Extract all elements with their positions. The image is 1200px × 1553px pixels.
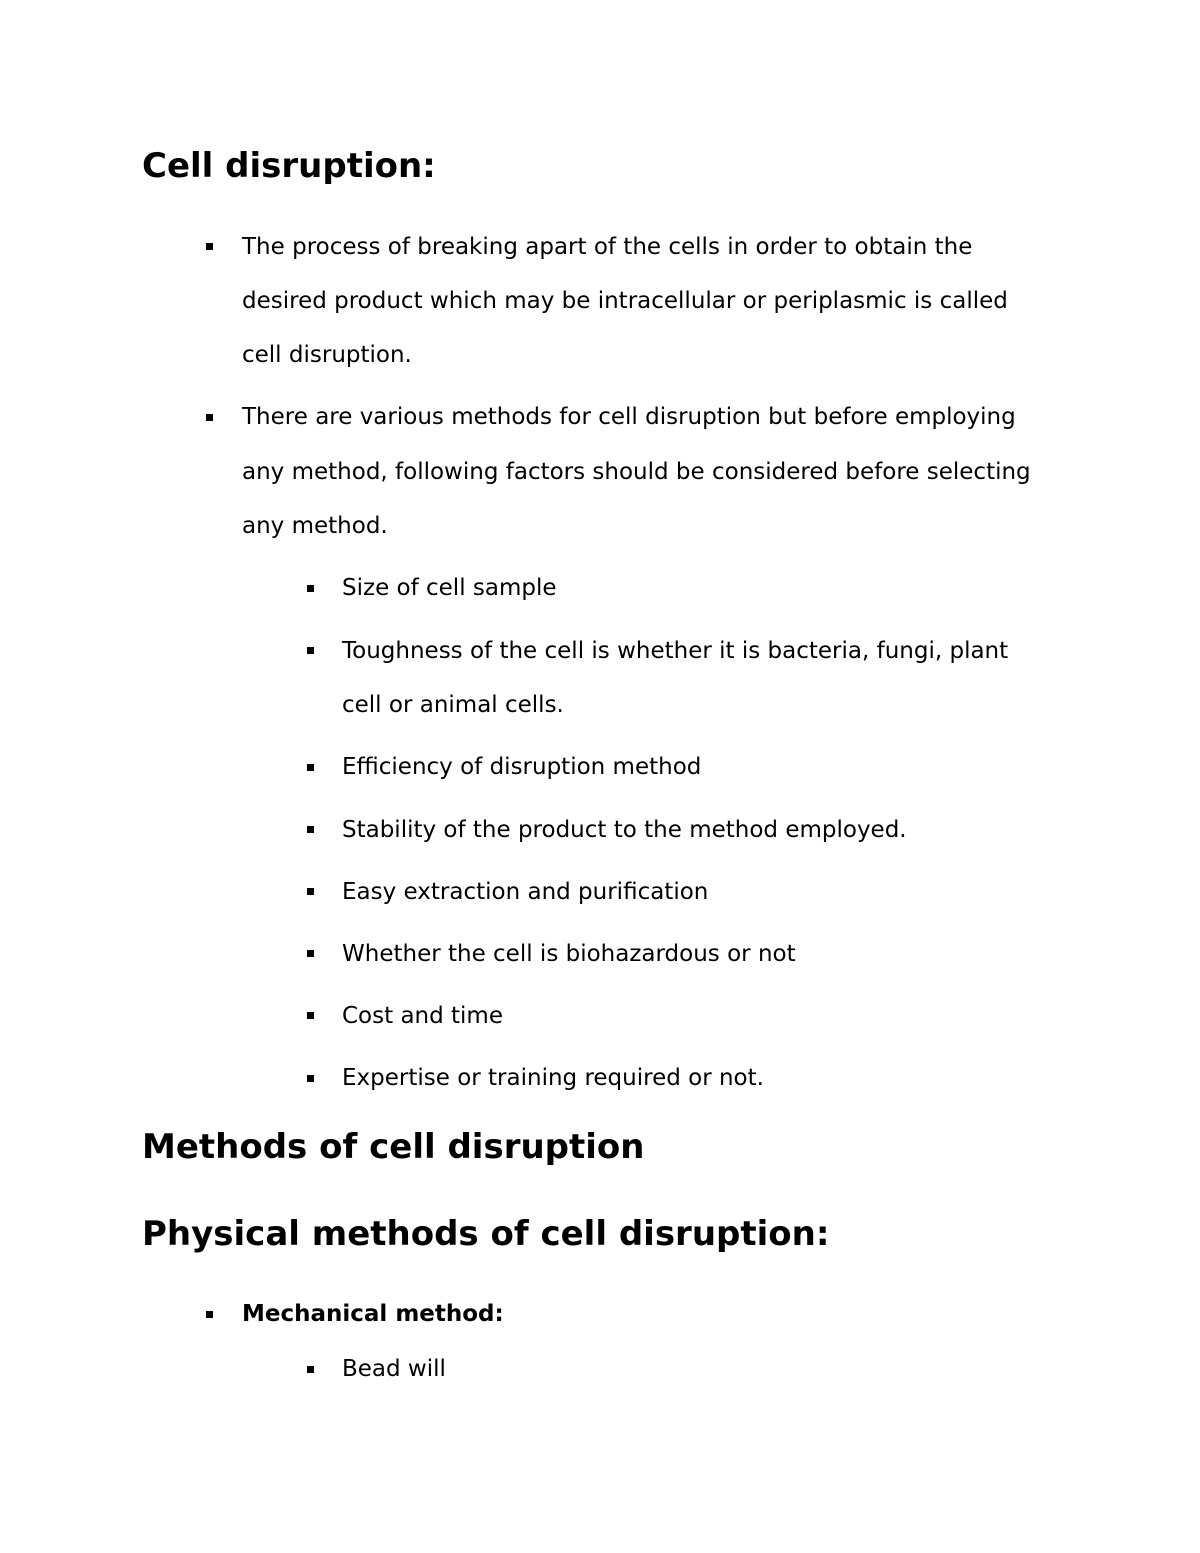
bullet-marker (307, 950, 314, 957)
mechanical-method-label: Mechanical method: (242, 1301, 504, 1327)
bullet-marker (206, 1311, 213, 1318)
para2-line-1: There are various methods for cell disruption but before employing (242, 404, 1016, 430)
heading-methods: Methods of cell disruption (142, 1127, 645, 1167)
para2-line-2: any method, following factors should be considered before selecting (242, 459, 1031, 485)
para2-line-3: any method. (242, 513, 388, 539)
bullet-marker (206, 243, 213, 250)
bullet-marker (307, 585, 314, 592)
bullet-marker (307, 764, 314, 771)
factor-size: Size of cell sample (342, 575, 557, 601)
factor-stability: Stability of the product to the method employed. (342, 817, 907, 843)
factor-toughness-line-2: cell or animal cells. (342, 692, 564, 718)
heading-physical-methods: Physical methods of cell disruption: (142, 1214, 830, 1254)
bullet-marker (206, 414, 213, 421)
bullet-marker (307, 1366, 314, 1373)
bullet-marker (307, 1012, 314, 1019)
para1-line-1: The process of breaking apart of the cells in order to obtain the (242, 234, 973, 260)
bullet-marker (307, 647, 314, 654)
factor-extraction: Easy extraction and purification (342, 879, 709, 905)
bullet-marker (307, 888, 314, 895)
heading-cell-disruption: Cell disruption: (142, 146, 436, 186)
factor-efficiency: Efficiency of disruption method (342, 754, 702, 780)
bead-will-item: Bead will (342, 1356, 446, 1382)
bullet-marker (307, 1075, 314, 1082)
para1-line-2: desired product which may be intracellular or periplasmic is called (242, 288, 1008, 314)
factor-toughness-line-1: Toughness of the cell is whether it is bacteria, fungi, plant (342, 638, 1009, 664)
bullet-marker (307, 826, 314, 833)
para1-line-3: cell disruption. (242, 342, 412, 368)
factor-cost: Cost and time (342, 1003, 503, 1029)
factor-biohazard: Whether the cell is biohazardous or not (342, 941, 796, 967)
factor-expertise: Expertise or training required or not. (342, 1065, 764, 1091)
